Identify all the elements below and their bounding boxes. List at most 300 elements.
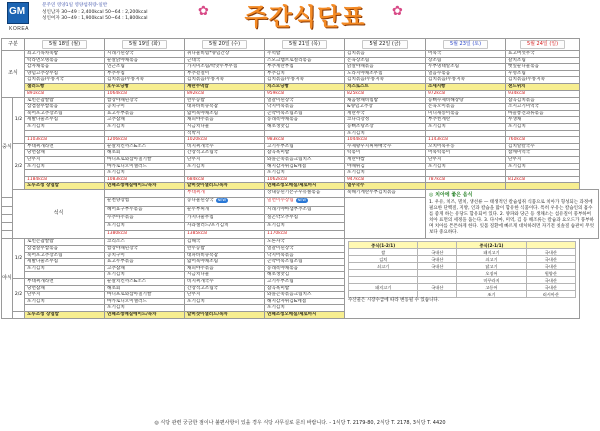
menu-cell xyxy=(265,110,345,117)
special-item: 연패조청매실에이드/녹차 xyxy=(107,311,157,317)
kcal-value-cell xyxy=(506,137,580,144)
menu-cell xyxy=(426,57,506,64)
menu-cell xyxy=(105,239,185,246)
menu-cell xyxy=(185,104,265,111)
menu-cell xyxy=(2,206,13,214)
day-header xyxy=(25,39,105,51)
menu-item: 부추겉절이 xyxy=(187,70,210,76)
origin-value: 국내산 xyxy=(544,256,557,262)
menu-item: 수추아주볶음 xyxy=(107,214,134,220)
menu-row xyxy=(2,163,599,170)
category-header xyxy=(2,39,25,51)
kcal-value: 1062kcal xyxy=(267,176,288,182)
menu-item: 사과샐러드/포기김치 xyxy=(187,223,229,229)
menu-item: 어묵국 xyxy=(428,51,442,56)
menu-item: 부추김치 xyxy=(267,70,285,76)
origin-cell xyxy=(457,270,526,277)
menu-cell xyxy=(345,143,426,150)
menu-row xyxy=(2,51,599,58)
lunch-sub-label: 2/2 xyxy=(14,163,23,169)
origin-row xyxy=(349,256,576,263)
special-item-cell xyxy=(265,83,345,90)
menu-cell xyxy=(426,51,506,58)
menu-cell xyxy=(265,239,345,246)
origin-value: 국내산 xyxy=(431,249,444,255)
menu-cell xyxy=(265,214,345,222)
menu-cell xyxy=(105,305,185,312)
menu-item: 석박지 xyxy=(187,130,201,136)
menu-cell xyxy=(345,156,426,163)
origin-box xyxy=(345,239,580,319)
menu-item: 공치구이 xyxy=(107,252,125,258)
special-item-cell xyxy=(25,311,105,318)
kcal-value: 1064kcal xyxy=(107,90,128,96)
menu-item: 계란야쌈 xyxy=(347,156,365,162)
origin-header xyxy=(457,242,526,249)
lunch-label: 중식 xyxy=(2,143,12,150)
nutrition-info-line: 성인남자 30~49 : 2,400kcal 50~64 : 2,200kcal xyxy=(42,9,148,15)
menu-item: 포기김치 xyxy=(347,130,365,136)
menu-item: 낙지어묵볶음 xyxy=(267,252,294,258)
kcal-value: 1206kcal xyxy=(107,137,128,143)
menu-cell xyxy=(25,278,105,285)
night-label: 야식 xyxy=(2,274,12,281)
kcal-value-cell xyxy=(506,90,580,97)
menu-cell xyxy=(345,163,426,170)
menu-item: 햇잎순나물볶음 xyxy=(508,64,540,70)
menu-cell xyxy=(506,150,580,157)
menu-item: 도라지야채조무침 xyxy=(347,70,383,76)
menu-cell xyxy=(426,150,506,157)
menu-cell xyxy=(185,110,265,117)
menu-item: 단무지 xyxy=(27,156,41,162)
menu-cell xyxy=(105,70,185,77)
menu-item: 포기김치 xyxy=(347,170,365,176)
menu-cell xyxy=(185,70,265,77)
origin-value: 쇠고기 xyxy=(485,256,498,262)
nutrition-info-title: 분주연 영양1일 영양섭취량-일반 xyxy=(42,3,108,8)
origin-header-label: 중식(1-2/1) xyxy=(371,242,396,248)
menu-item: 순천양장찜 xyxy=(107,198,130,204)
kcal-value: 959kcal xyxy=(267,90,285,96)
kcal-value-cell xyxy=(105,137,185,144)
special-item-cell xyxy=(105,183,185,190)
menu-cell xyxy=(426,117,506,124)
menu-item: 채피야주볶음 xyxy=(187,117,214,123)
menu-item: 김해국 xyxy=(187,239,201,245)
menu-item-cell xyxy=(506,130,580,137)
special-item: 노루조청 장엽밥 xyxy=(27,183,60,189)
breakfast-label: 조식 xyxy=(8,69,18,76)
menu-cell xyxy=(25,51,105,58)
menu-item: 완두콩밥 xyxy=(187,246,205,251)
menu-item: 해초생맛김 xyxy=(267,272,290,278)
menu-cell xyxy=(426,97,506,104)
menu-item: 잡곡흑미밥 xyxy=(267,150,290,156)
day-header xyxy=(185,39,265,51)
menu-cell xyxy=(105,285,185,292)
menu-item: 가지나물무침 xyxy=(187,214,214,220)
special-item-cell xyxy=(265,183,345,190)
menu-item: 단무지 xyxy=(27,292,41,298)
menu-cell xyxy=(105,259,185,266)
menu-item: 상내콩된기폰구우유뿔볶음 xyxy=(267,190,321,196)
menu-item: 꼬치어묵우동 xyxy=(428,143,455,149)
menu-cell xyxy=(506,117,580,124)
menu-cell xyxy=(265,64,345,71)
menu-item: 얼갈이된장국 xyxy=(267,97,294,103)
origin-cell xyxy=(457,291,526,298)
menu-cell xyxy=(105,278,185,285)
blank-cell xyxy=(13,311,25,318)
kcal-value-cell xyxy=(265,90,345,97)
origin-caption: 수산물은 시장수급에 따라 변동될 수 있습니다. xyxy=(348,298,440,304)
special-item-cell xyxy=(185,311,265,318)
menu-row xyxy=(2,190,599,198)
menu-item: 부대찌개라면 xyxy=(27,143,54,149)
menu-item: 낙지어묵볶음 xyxy=(267,104,294,110)
menu-item: 비지찌개국수 xyxy=(187,143,214,149)
origin-value: 김치 xyxy=(379,256,388,262)
menu-item: 포기김치 xyxy=(107,272,125,278)
menu-cell xyxy=(265,198,345,206)
menu-item: 로빈콘찹쌀밥 xyxy=(27,239,54,245)
kcal-value: 1143kcal xyxy=(428,137,449,143)
menu-item: 포기김치 xyxy=(508,123,526,129)
night-sub-label-cell xyxy=(13,278,25,311)
menu-cell xyxy=(185,51,265,58)
menu-item: 수제왕우지찌짜배국수 xyxy=(347,143,392,149)
menu-cell xyxy=(185,57,265,64)
kcal-value: 947kcal xyxy=(347,176,365,182)
origin-value: 고등어 xyxy=(485,284,498,290)
menu-cell xyxy=(185,259,265,266)
kcal-value-cell xyxy=(426,176,506,183)
menu-item: 두부명태알조림 xyxy=(428,64,460,70)
night-sub-label: 2/2 xyxy=(14,292,23,298)
kcal-value: 1170kcal xyxy=(267,231,288,237)
menu-cell xyxy=(426,163,506,170)
menu-item: 포기김치 xyxy=(107,305,125,311)
origin-cell xyxy=(526,284,575,291)
menu-item: 해초회 xyxy=(107,285,121,291)
menu-row xyxy=(2,123,599,130)
special-item-cell xyxy=(345,183,426,190)
menu-item: 주먹밥 xyxy=(267,51,281,56)
origin-row xyxy=(349,284,576,291)
menu-cell xyxy=(185,214,265,222)
menu-cell xyxy=(25,285,105,292)
origin-cell xyxy=(418,256,457,263)
flower-icon: ✿ xyxy=(198,4,209,19)
menu-cell xyxy=(345,104,426,111)
menu-item: 얇어묵야채조림 xyxy=(187,110,219,116)
menu-item: 마카로니오이샐러드 xyxy=(107,298,147,304)
day-label: 5월 18일 (월) xyxy=(42,40,87,50)
menu-item: 감자채볶음 xyxy=(27,64,50,70)
flower-icon: ✿ xyxy=(392,4,403,19)
menu-cell xyxy=(506,51,580,58)
menu-item: 포기김치 xyxy=(27,298,45,304)
menu-cell xyxy=(265,150,345,157)
kcal-value-cell xyxy=(345,176,426,183)
menu-cell xyxy=(265,104,345,111)
kcal-value: 1020kcal xyxy=(187,137,208,143)
kcal-value: 1103kcal xyxy=(27,137,48,143)
menu-item: 포기김치 xyxy=(27,163,45,169)
menu-cell xyxy=(265,77,345,84)
menu-cell xyxy=(185,117,265,124)
menu-item: 고추잡채 xyxy=(107,265,125,271)
menu-cell xyxy=(265,292,345,299)
menu-item: 곤약어묵조림조림 xyxy=(267,259,303,265)
special-item-cell xyxy=(185,183,265,190)
menu-cell xyxy=(265,252,345,259)
menu-cell xyxy=(185,272,265,279)
dinner-label: 석식 xyxy=(53,210,64,217)
menu-cell xyxy=(105,206,185,214)
menu-row xyxy=(2,117,599,124)
menu-cell xyxy=(345,190,426,198)
menu-cell xyxy=(185,285,265,292)
menu-cell xyxy=(25,143,105,150)
menu-cell xyxy=(105,123,185,130)
day-header xyxy=(506,39,580,51)
kcal-value: 1083kcal xyxy=(107,176,128,182)
menu-cell xyxy=(345,110,426,117)
footer-notice: ◎ 식당 관련 궁금한 점이나 불편사항이 있을 경우 식당 사무실로 문의 바랍니다. - 1식당 T. 2179-80, 2식당 T. 2178, 3식당 T. 4420 xyxy=(154,420,446,426)
menu-item: 포기김치 xyxy=(27,265,45,271)
page-title: 주간식단표 xyxy=(244,3,366,31)
origin-cell xyxy=(457,277,526,284)
menu-item-row xyxy=(2,130,599,137)
menu-item: 순두부찌개 xyxy=(187,206,210,212)
menu-cell xyxy=(426,77,506,84)
menu-item: 비지찌개국수 xyxy=(187,278,214,284)
special-item: 샌드위치 xyxy=(508,83,526,89)
menu-item: 부추계란부침 xyxy=(267,64,294,70)
origin-value: 조기 xyxy=(487,291,496,297)
new-badge: NEW xyxy=(217,198,226,203)
menu-item: 채움쌍채비빔밥 xyxy=(347,97,379,103)
menu-item: &양념고추장 xyxy=(347,104,373,110)
kcal-value: 825kcal xyxy=(347,90,365,96)
menu-cell xyxy=(2,223,13,231)
special-item: 계란주먹밥 xyxy=(187,83,209,89)
kcal-value-cell xyxy=(265,137,345,144)
origin-cell xyxy=(418,284,457,291)
menu-cell xyxy=(25,305,105,312)
origin-cell xyxy=(526,291,575,298)
menu-item: 닭살야채볶음 xyxy=(347,64,374,70)
menu-item: 포기김치 xyxy=(428,163,446,169)
menu-item: 노른자국 xyxy=(267,239,285,245)
special-item-cell xyxy=(105,311,185,318)
day-label: 5월 20일 (수) xyxy=(202,40,247,50)
menu-row xyxy=(2,64,599,71)
menu-item: 어묵떡볶이 xyxy=(428,150,451,156)
menu-cell xyxy=(265,57,345,64)
menu-cell xyxy=(25,265,105,272)
menu-cell xyxy=(105,57,185,64)
origin-value: 국내산 xyxy=(544,277,557,283)
menu-item: 해지감자튀김&케첩 xyxy=(267,163,307,169)
origin-cell xyxy=(349,284,418,291)
day-label: 5월 23일 (토) xyxy=(443,40,488,50)
day-label: 5월 21일 (목) xyxy=(282,40,327,50)
menu-cell xyxy=(25,246,105,253)
origin-cell xyxy=(349,270,418,277)
menu-item: 당면잡채 xyxy=(27,285,45,291)
menu-cell xyxy=(426,64,506,71)
menu-cell xyxy=(265,51,345,58)
menu-cell xyxy=(185,206,265,214)
kcal-value-cell xyxy=(185,90,265,97)
menu-item: 단무지 xyxy=(428,156,442,162)
day-label: 5월 24일 (일) xyxy=(520,40,565,50)
menu-cell xyxy=(265,278,345,285)
menu-cell xyxy=(345,117,426,124)
menu-row xyxy=(2,70,599,77)
kcal-value-cell xyxy=(345,90,426,97)
menu-item: 김치볶음/누룽지죽 xyxy=(428,77,466,83)
origin-cell xyxy=(418,249,457,256)
menu-item: 근대국 xyxy=(187,57,201,63)
menu-cell xyxy=(105,298,185,305)
menu-cell xyxy=(426,110,506,117)
menu-cell xyxy=(105,272,185,279)
menu-item: 동래폭야채볶음 xyxy=(267,117,299,123)
kcal-value-cell xyxy=(105,90,185,97)
menu-item: 순살치킨까스&소스 xyxy=(107,278,147,284)
menu-cell xyxy=(2,214,13,222)
menu-item: 부대찌개라면 xyxy=(27,278,54,284)
day-header xyxy=(265,39,345,51)
menu-item: 세발나물조무침 xyxy=(27,117,59,123)
kcal-value-row xyxy=(2,90,599,97)
menu-item: 부대찌개 xyxy=(187,190,205,196)
menu-item: 완두콩밥 xyxy=(187,97,205,103)
origin-cell xyxy=(457,263,526,270)
origin-value: 러시아산 xyxy=(542,291,559,297)
menu-item: 포기김치 xyxy=(187,163,205,169)
menu-item: 시금치나물 xyxy=(187,272,210,278)
kcal-value: 787kcal xyxy=(428,176,446,182)
menu-item: 표고버섯무국 xyxy=(508,51,535,56)
origin-value: 돼지고기 xyxy=(375,284,392,290)
kcal-value: 684kcal xyxy=(187,176,205,182)
menu-item: 포기김치 xyxy=(267,170,285,176)
menu-cell xyxy=(25,156,105,163)
menu-row xyxy=(2,57,599,64)
menu-row xyxy=(2,104,599,111)
menu-cell xyxy=(105,143,185,150)
menu-item: 와플곤죽볶음크림치즈 xyxy=(267,156,312,162)
origin-value: 쌀 xyxy=(381,249,386,255)
origin-cell xyxy=(418,277,457,284)
lunch-sub-label-cell xyxy=(13,143,25,190)
menu-item: 등뼈조탕조장 xyxy=(347,123,374,129)
nutrition-info-line: 성인여자 30~49 : 1,900kcal 50~64 : 1,800kcal xyxy=(42,16,148,22)
menu-item: 삼겹살무쌈볶음 xyxy=(27,104,59,110)
kcal-value-cell xyxy=(426,137,506,144)
menu-item: 채피야주볶음 xyxy=(187,265,214,271)
menu-item: 대파바비큐폭찹 xyxy=(187,252,219,258)
menu-cell xyxy=(105,214,185,222)
menu-cell xyxy=(105,246,185,253)
menu-cell xyxy=(265,305,345,312)
menu-item: 단무지 xyxy=(508,156,522,162)
menu-cell xyxy=(185,246,265,253)
menu-cell xyxy=(185,64,265,71)
menu-cell xyxy=(506,156,580,163)
origin-value: 국내산 xyxy=(544,249,557,255)
menu-cell xyxy=(105,198,185,206)
menu-item: 포기김치 xyxy=(107,123,125,129)
menu-cell xyxy=(185,150,265,157)
kcal-value-cell xyxy=(426,90,506,97)
special-item-row xyxy=(2,83,599,90)
origin-value: 원양산 xyxy=(544,270,557,276)
night-label-cell xyxy=(2,239,13,319)
menu-item: 시래기야마샘부추조림 xyxy=(267,206,312,212)
company-logo: GM KOREA xyxy=(3,2,35,36)
menu-cell xyxy=(265,223,345,231)
menu-item: 세발나물조무침 xyxy=(27,259,59,265)
menu-cell xyxy=(265,117,345,124)
menu-item-cell xyxy=(185,130,265,137)
menu-item: 김치볶음/누룽지죽 xyxy=(347,77,385,83)
origin-value: 국내산 xyxy=(431,284,444,290)
menu-cell xyxy=(265,143,345,150)
kcal-value: 1044kcal xyxy=(347,137,368,143)
menu-cell xyxy=(185,143,265,150)
origin-cell xyxy=(526,249,575,256)
menu-cell xyxy=(25,64,105,71)
menu-cell xyxy=(25,272,105,279)
special-item: 알버섯이샐러드/녹차 xyxy=(187,183,228,189)
menu-item: 와플곤죽볶음크림치즈 xyxy=(267,292,312,298)
menu-item: 양념고추장무침 xyxy=(27,70,59,76)
kcal-value: 891kcal xyxy=(27,90,45,96)
menu-cell xyxy=(185,170,265,177)
menu-item-cell xyxy=(426,130,506,137)
origin-cell xyxy=(418,263,457,270)
kcal-value: 983kcal xyxy=(267,137,285,143)
menu-item: 김치볶음/누룽지죽 xyxy=(508,77,546,83)
menu-item: 등뼈수제비해장탕 xyxy=(428,97,464,103)
menu-cell xyxy=(185,278,265,285)
special-item-cell xyxy=(25,183,105,190)
menu-item: 혜어표구부두볶음 xyxy=(107,206,143,212)
menu-cell xyxy=(506,170,580,177)
menu-cell xyxy=(185,123,265,130)
health-notice-title: ◎ 치아에 좋은 음식 xyxy=(429,192,473,199)
page-header xyxy=(0,0,600,38)
origin-header-label: 중식(2-1/1) xyxy=(479,242,504,248)
menu-cell xyxy=(185,265,265,272)
menu-item: 김치볶음/누룽지죽 xyxy=(107,77,145,83)
menu-cell xyxy=(426,156,506,163)
menu-cell xyxy=(345,77,426,84)
menu-cell xyxy=(345,51,426,58)
menu-cell xyxy=(345,150,426,157)
origin-cell xyxy=(349,256,418,263)
origin-cell xyxy=(457,249,526,256)
menu-item: 대파바비큐폭찹 xyxy=(187,104,219,110)
menu-item: 공치구이 xyxy=(107,104,125,110)
lunch-sub-label: 1/2 xyxy=(14,117,23,123)
